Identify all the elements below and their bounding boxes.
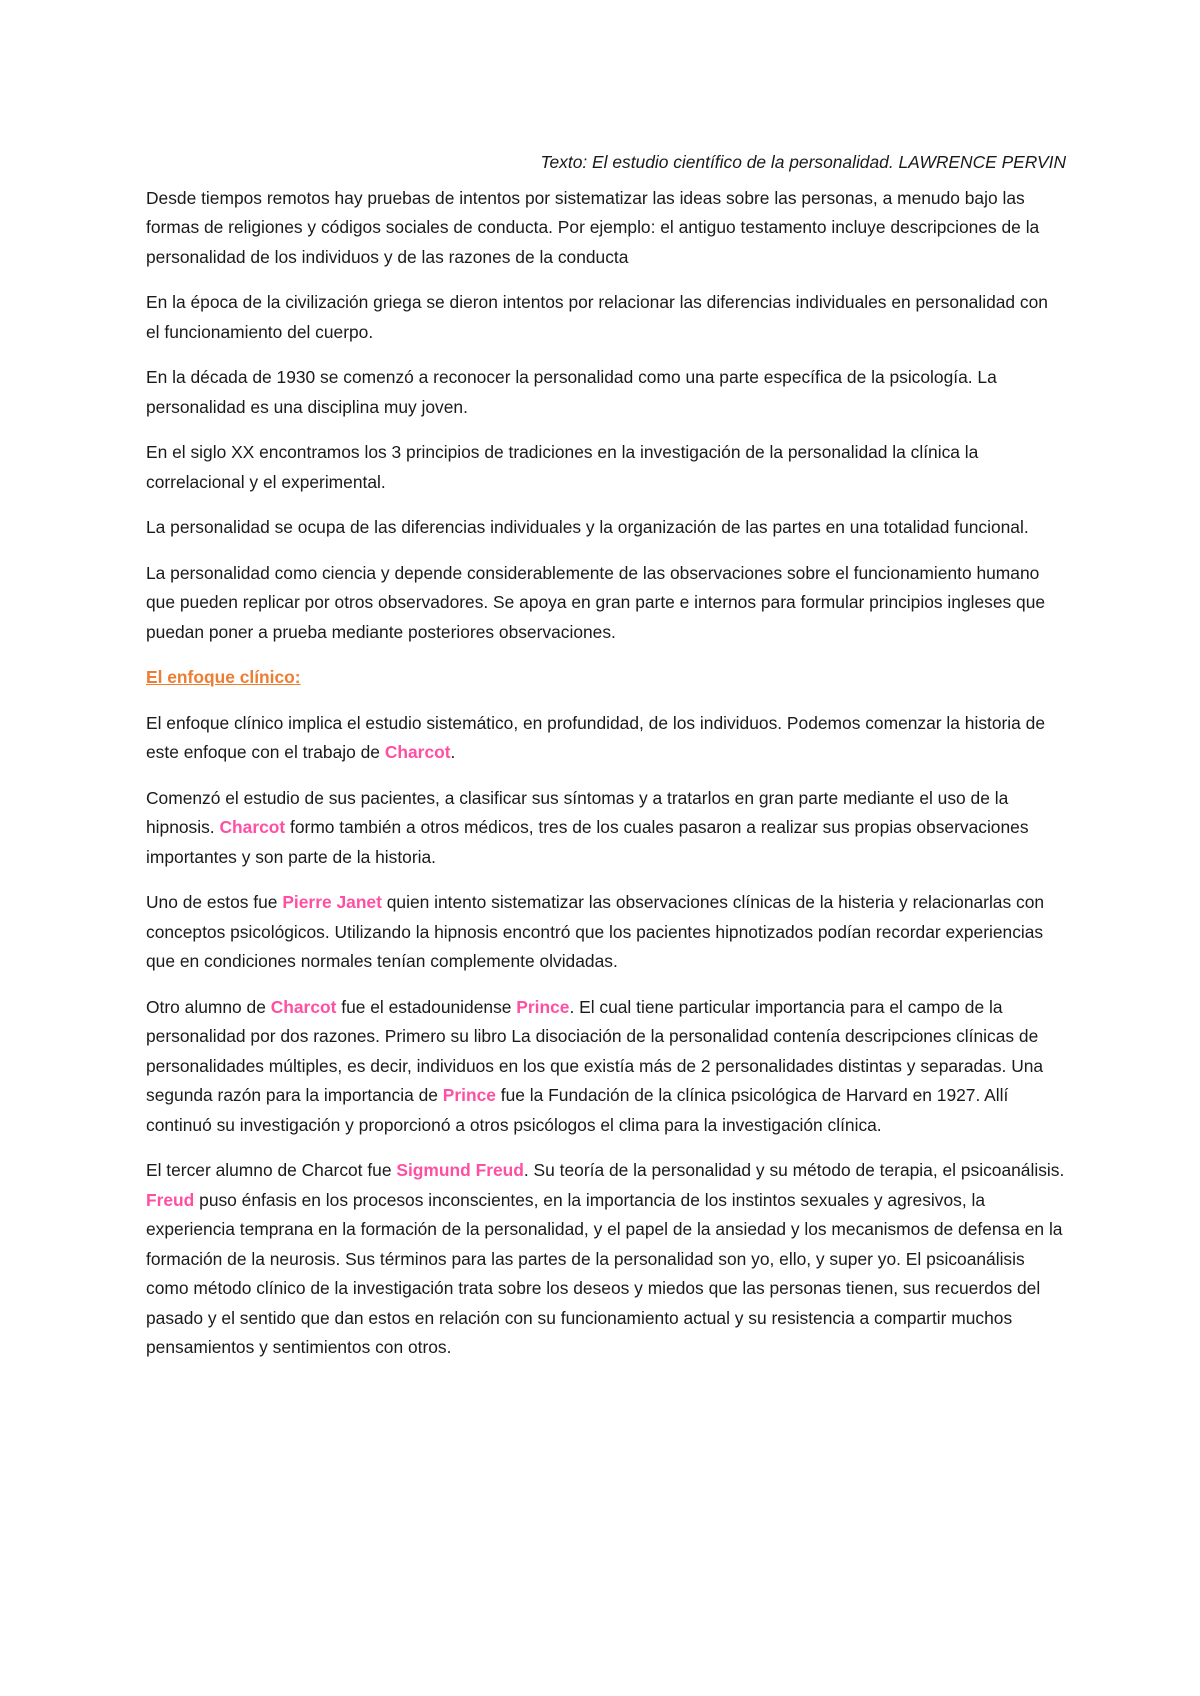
paragraph-6: La personalidad como ciencia y depende considerablemente de las observaciones sobre el funcionamiento humano que pueden replicar por otros observadores. Se apoya en gran parte e internos para formular principios ingleses que puedan poner a prueba mediante posteriores observaciones. <box>146 562 1046 642</box>
paragraph-10-text-4: fue la Fundación de la clínica psicológica de Harvard en 1927. Allí continuó su investigación y proporcionó a otros psicólogos el clima para la investigación clínica. <box>146 1085 1009 1135</box>
paragraph-9-text-2: quien intento sistematizar las observaciones clínicas de la histeria y relacionarlas con conceptos psicológicos. Utilizando la hipnosis encontró que los pacientes hipnotizados podían recordar experiencias que en condiciones normales tenían complemente olvidadas. <box>146 892 1045 971</box>
paragraph-8-text-1: Comenzó el estudio de sus pacientes, a clasificar sus síntomas y a tratarlos en gran parte mediante el uso de la hipnosis. <box>146 787 1009 837</box>
paragraph-10-text-1: Otro alumno de <box>146 996 271 1017</box>
name-highlight-charcot: Charcot <box>219 817 286 837</box>
name-highlight-charcot: Charcot <box>270 996 337 1017</box>
name-highlight-charcot: Charcot <box>384 742 451 762</box>
paragraph-3: En la década de 1930 se comenzó a reconocer la personalidad como una parte específica de la psicología. La personalidad es una disciplina muy joven. <box>146 367 997 417</box>
name-highlight-freud: Freud <box>146 1189 195 1210</box>
name-highlight-pierre-janet: Pierre Janet <box>282 892 382 912</box>
section-heading-clinical-approach: El enfoque clínico: <box>146 667 301 687</box>
paragraph-10 <box>146 993 1066 1141</box>
paragraph-11-text-3: puso énfasis en los procesos inconscientes, en la importancia de los instintos sexuales y agresivos, la experiencia temprana en la formación de la personalidad, y el papel de la ansiedad y los mecanismos de defensa en la formación de la neurosis. Sus términos para las partes de la personalidad son yo, ello, y super yo. El psicoanálisis como método clínico de la investigación trata sobre los deseos y miedos que las personas tienen, sus recuerdos del pasado y el sentido que dan estos en relación con su funcionamiento actual y su resistencia a compartir muchos pensamientos y sentimientos con otros. <box>146 1189 1063 1357</box>
document-body <box>146 148 1066 1379</box>
paragraph-2: En la época de la civilización griega se dieron intentos por relacionar las diferencias individuales en personalidad con el funcionamiento del cuerpo. <box>146 292 1048 342</box>
paragraph-8 <box>146 784 1066 873</box>
paragraph-9 <box>146 888 1066 977</box>
paragraph-7 <box>146 709 1066 768</box>
paragraph-11-text-2: . Su teoría de la personalidad y su método de terapia, el psicoanálisis. <box>523 1160 1065 1180</box>
document-header: Texto: El estudio científico de la personalidad. LAWRENCE PERVIN <box>540 152 1066 172</box>
paragraph-10-text-2: fue el estadounidense <box>336 996 517 1017</box>
name-highlight-sigmund-freud: Sigmund Freud <box>396 1160 524 1180</box>
paragraph-1: Desde tiempos remotos hay pruebas de intentos por sistematizar las ideas sobre las personas, a menudo bajo las formas de religiones y códigos sociales de conducta. Por ejemplo: el antiguo testamento incluye descripciones de la personalidad de los individuos y de las razones de la conducta <box>146 187 1040 267</box>
paragraph-5: La personalidad se ocupa de las diferencias individuales y la organización de las partes en una totalidad funcional. <box>146 517 1029 537</box>
paragraph-7-text-1: El enfoque clínico implica el estudio sistemático, en profundidad, de los individuos. Podemos comenzar la historia de este enfoque con el trabajo de <box>146 712 1046 762</box>
name-highlight-prince: Prince <box>442 1085 496 1105</box>
paragraph-8-text-2: formo también a otros médicos, tres de los cuales pasaron a realizar sus propias observaciones importantes y son parte de la historia. <box>146 817 1029 867</box>
paragraph-10-text-3: . El cual tiene particular importancia para el campo de la personalidad por dos razones. Primero su libro La disociación de la personalidad contenía descripciones clínicas de personalidades múltiples, es decir, individuos en los que existía más de 2 personalidades distintas y separadas. Una segunda razón para la importancia de <box>146 996 1044 1105</box>
paragraph-11 <box>146 1156 1066 1363</box>
name-highlight-prince: Prince <box>516 996 570 1017</box>
paragraph-4: En el siglo XX encontramos los 3 principios de tradiciones en la investigación de la personalidad la clínica la correlacional y el experimental. <box>146 442 979 492</box>
paragraph-7-text-2: . <box>450 742 456 762</box>
paragraph-9-text-1: Uno de estos fue <box>146 892 283 912</box>
paragraph-11-text-1: El tercer alumno de Charcot fue <box>146 1160 397 1180</box>
